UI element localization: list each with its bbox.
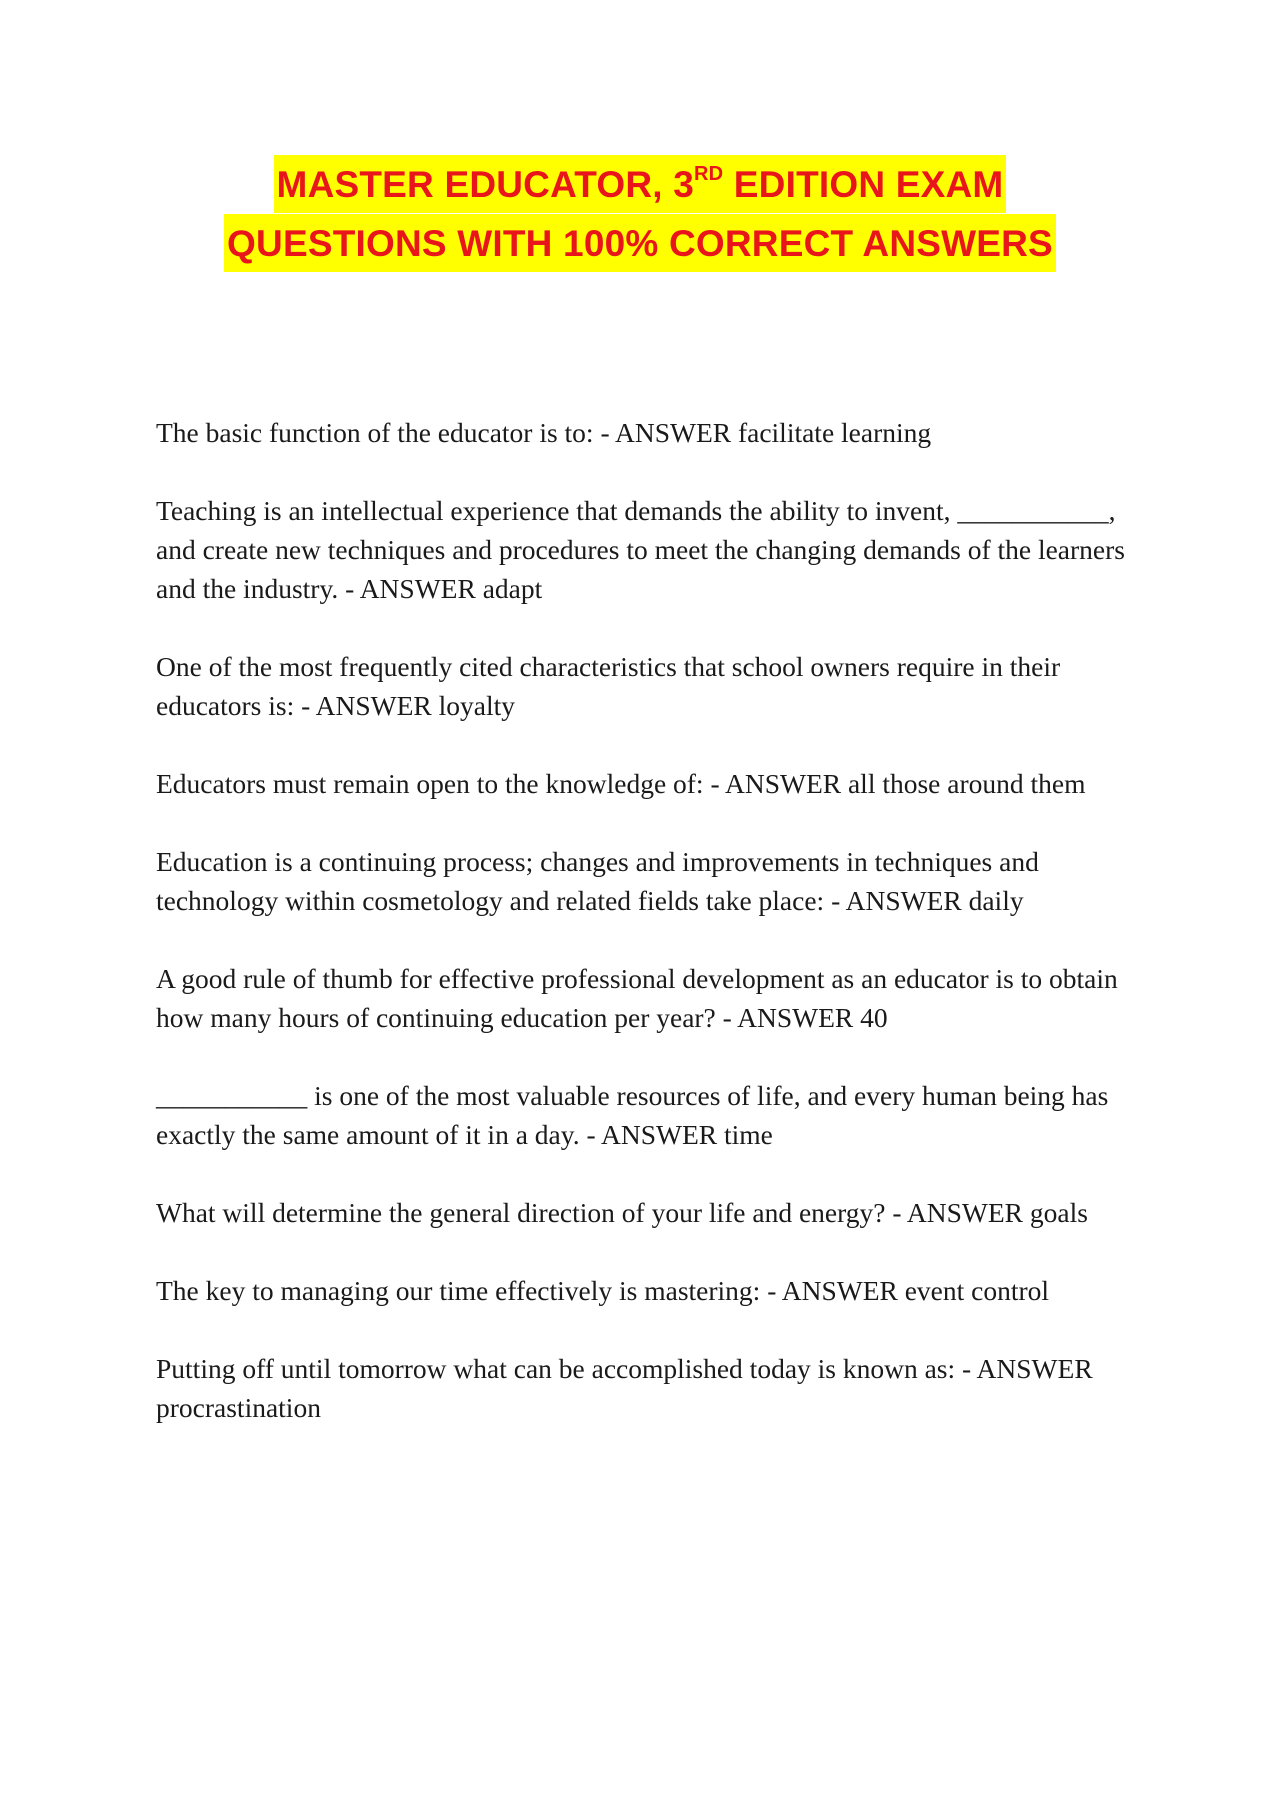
answer-text: loyalty	[438, 690, 516, 721]
answer-separator: -	[885, 1197, 907, 1228]
answer-label: ANSWER	[906, 1197, 1023, 1228]
question-text: What will determine the general direction of your life and energy?	[156, 1197, 886, 1228]
answer-separator: -	[593, 417, 615, 448]
question-text: Putting off until tomorrow what can be accomplished today is known as:	[156, 1353, 956, 1384]
title-line-1	[274, 155, 1007, 213]
answer-separator: -	[760, 1275, 782, 1306]
title-line-2: QUESTIONS WITH 100% CORRECT ANSWERS	[224, 214, 1056, 272]
answer-text: facilitate learning	[737, 417, 932, 448]
qa-item	[156, 842, 1136, 920]
question-text: A good rule of thumb for effective professional development as an educator is to obtain how many hours of continuing education per year?	[156, 963, 1118, 1033]
answer-text: all those around them	[847, 768, 1086, 799]
qa-item	[156, 413, 1136, 452]
answer-label: ANSWER	[359, 573, 476, 604]
question-text: Education is a continuing process; changes and improvements in techniques and technology within cosmetology and related fields take place:	[156, 846, 1039, 916]
answer-text: procrastination	[156, 1392, 321, 1423]
answer-label: ANSWER	[724, 768, 842, 799]
answer-label: ANSWER	[781, 1275, 898, 1306]
answer-separator: -	[579, 1119, 601, 1150]
answer-separator: -	[338, 573, 360, 604]
qa-item	[156, 1271, 1136, 1310]
answer-separator: -	[955, 1353, 977, 1384]
question-text: The key to managing our time effectively is mastering:	[156, 1275, 761, 1306]
answer-label: ANSWER	[600, 1119, 718, 1150]
qa-item	[156, 959, 1136, 1037]
document-title	[0, 155, 1280, 273]
title-line-1-suffix: EDITION EXAM	[723, 164, 1004, 205]
question-text: Educators must remain open to the knowledge of:	[156, 768, 704, 799]
answer-separator: -	[715, 1002, 738, 1033]
qa-list	[156, 413, 1136, 1466]
title-line-1-prefix: MASTER EDUCATOR, 3	[276, 164, 695, 205]
qa-item	[156, 764, 1136, 803]
answer-text: time	[723, 1119, 773, 1150]
qa-item	[156, 1349, 1136, 1427]
qa-item	[156, 1076, 1136, 1154]
answer-text: adapt	[482, 573, 543, 604]
answer-label: ANSWER	[614, 417, 732, 448]
answer-text: goals	[1029, 1197, 1088, 1228]
answer-text: daily	[968, 885, 1024, 916]
answer-separator: -	[824, 885, 846, 916]
question-text: One of the most frequently cited characteristics that school owners require in their educators is:	[156, 651, 1061, 721]
qa-item	[156, 647, 1136, 725]
question-text: The basic function of the educator is to:	[156, 417, 594, 448]
answer-separator: -	[703, 768, 725, 799]
answer-separator: -	[294, 690, 316, 721]
answer-label: ANSWER	[976, 1353, 1093, 1384]
question-text: ___________ is one of the most valuable resources of life, and every human being has exactly the same amount of it in a day.	[156, 1080, 1109, 1150]
answer-label: ANSWER	[315, 690, 432, 721]
answer-text: event control	[904, 1275, 1050, 1306]
question-text: Teaching is an intellectual experience that demands the ability to invent, ___________, and create new techniques and procedures to meet the changing demands of the learners and the industry.	[156, 495, 1125, 604]
answer-label: ANSWER	[845, 885, 962, 916]
title-superscript: RD	[694, 163, 724, 185]
answer-text: 40	[860, 1002, 888, 1033]
answer-label: ANSWER	[737, 1002, 854, 1033]
qa-item	[156, 1193, 1136, 1232]
qa-item	[156, 491, 1136, 608]
